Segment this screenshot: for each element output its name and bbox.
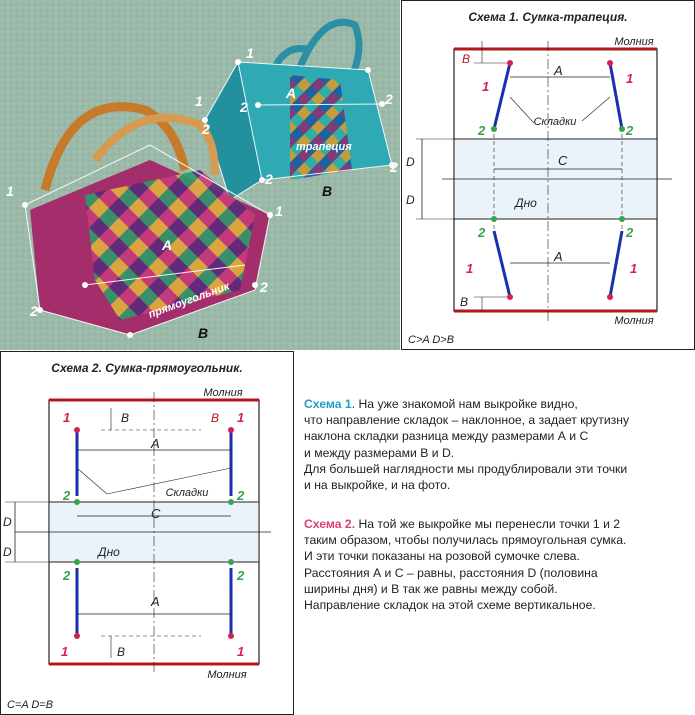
point-2-label: 2: [626, 225, 634, 240]
label-B: B: [121, 411, 130, 425]
label-A: A: [151, 594, 160, 609]
photo-point: 1: [246, 45, 254, 61]
photo-point: 2: [385, 91, 393, 107]
zipper-label-top: Молния: [203, 387, 243, 399]
bags-photo: [0, 0, 400, 350]
photo-point: 2: [265, 171, 273, 187]
photo-point: 2: [390, 159, 398, 175]
scheme-1-panel: [401, 0, 695, 350]
desc2-line: Расстояния А и С – равны, расстояния D (половина: [304, 565, 598, 580]
point-2-label: 2: [478, 225, 486, 240]
point-1-label: 1: [626, 71, 634, 86]
desc1-line: наклона складки разница между размерами А и С: [304, 429, 589, 444]
point-2-label: 2: [63, 488, 71, 503]
photo-point: 2: [240, 99, 248, 115]
label-A: A: [554, 63, 563, 78]
label-D: D: [406, 155, 415, 169]
zipper-label-bottom: Молния: [614, 315, 654, 327]
point-2-label: 2: [626, 123, 634, 138]
label-D: D: [406, 193, 415, 207]
label-A: A: [554, 249, 563, 264]
zipper-label-top: Молния: [614, 36, 654, 48]
label-B: B: [460, 295, 469, 309]
point-2-label: 2: [237, 488, 245, 503]
folds-label: Складки: [533, 116, 577, 128]
photo-label-A-trap: A: [286, 85, 297, 101]
desc2-line: таким образом, чтобы получилась прямоугольная сумка.: [304, 533, 627, 548]
point-1-label: 1: [63, 410, 71, 425]
photo-point: 1: [195, 93, 203, 109]
photo-point: 1: [275, 203, 283, 219]
photo-label-trap-word: трапеция: [296, 141, 352, 153]
point-1-label: 1: [237, 644, 245, 659]
desc1-line: Для большей наглядности мы продублировали эти точки: [304, 461, 628, 476]
desc2-line: Направление складок на этой схеме вертикальное.: [304, 598, 596, 613]
label-C: C: [558, 153, 568, 168]
desc1-head: Схема 1: [304, 397, 352, 411]
desc2-line: На той же выкройке мы перенесли точки 1 и 2: [355, 517, 621, 531]
description-scheme-1: [304, 396, 692, 493]
scheme-1-title: Схема 1. Сумка-трапеция.: [468, 10, 628, 24]
label-B: B: [211, 411, 220, 425]
photo-label-A-rect: A: [162, 237, 173, 253]
desc2-head: Схема 2.: [304, 517, 356, 531]
photo-point: 2: [260, 279, 268, 295]
label-D: D: [3, 545, 12, 559]
desc1-line: и между размерами B и D.: [304, 445, 455, 460]
relation-label: C>A D>B: [408, 334, 455, 346]
point-2-label: 2: [63, 568, 71, 583]
zipper-label-bottom: Молния: [207, 669, 247, 681]
point-2-label: 2: [237, 568, 245, 583]
point-1-label: 1: [482, 79, 490, 94]
photo-label-B-rect: B: [198, 325, 209, 341]
desc2-line: И эти точки показаны на розовой сумочке слева.: [304, 549, 580, 564]
label-B: B: [117, 645, 126, 659]
photo-point: 1: [6, 183, 14, 199]
photo-point: 2: [30, 303, 38, 319]
photo-label-rect-word: прямоугольник: [146, 280, 232, 321]
bottom-label: Дно: [98, 545, 120, 559]
desc2-line: ширины дня) и B так же равны между собой.: [304, 581, 558, 596]
point-1-label: 1: [237, 410, 245, 425]
bottom-label: Дно: [515, 196, 537, 210]
point-2-label: 2: [478, 123, 486, 138]
description-scheme-2: [304, 516, 692, 613]
point-1-label: 1: [630, 261, 638, 276]
photo-label-B-trap: B: [322, 183, 333, 199]
scheme-2-title: Схема 2. Сумка-прямоугольник.: [51, 361, 243, 375]
point-1-label: 1: [466, 261, 474, 276]
folds-label: Складки: [165, 487, 209, 499]
photo-point: 2: [202, 121, 210, 137]
label-C: C: [151, 506, 161, 521]
label-B: B: [462, 52, 471, 66]
desc1-line: и на выкройке, и на фото.: [304, 478, 451, 493]
label-D: D: [3, 515, 12, 529]
desc1-line: . На уже знакомой нам выкройке видно,: [351, 397, 578, 411]
point-1-label: 1: [61, 644, 69, 659]
label-A: A: [151, 436, 160, 451]
desc1-line: что направление складок – наклонное, а задает крутизну: [304, 413, 630, 428]
scheme-2-panel: [0, 351, 294, 715]
relation-label: C=A D=B: [7, 699, 54, 711]
